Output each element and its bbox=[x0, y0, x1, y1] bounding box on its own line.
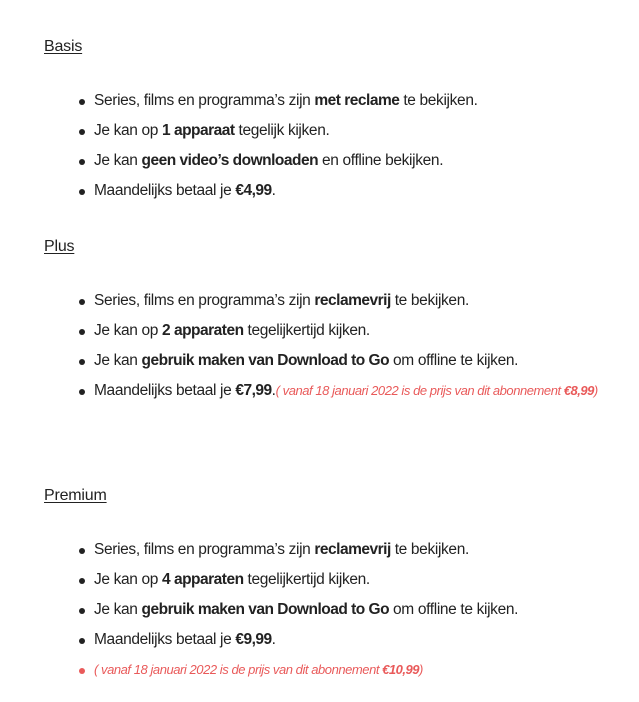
plan-title-basis: Basis bbox=[44, 38, 83, 55]
list-item: Maandelijks betaal je €4,99. bbox=[0, 181, 639, 211]
basis-feature-list bbox=[0, 91, 639, 211]
price-change-note: ( vanaf 18 januari 2022 is de prijs van dit abonnement €10,99) bbox=[0, 660, 639, 690]
list-item: Je kan gebruik maken van Download to Go om offline te kijken. bbox=[0, 600, 639, 630]
plan-title-plus: Plus bbox=[44, 238, 75, 255]
premium-feature-list bbox=[0, 540, 639, 690]
plan-title-premium: Premium bbox=[44, 487, 107, 504]
list-item: Je kan geen video’s downloaden en offline bekijken. bbox=[0, 151, 639, 181]
list-item: Je kan op 1 apparaat tegelijk kijken. bbox=[0, 121, 639, 151]
list-item: Series, films en programma’s zijn reclamevrij te bekijken. bbox=[0, 291, 639, 321]
list-item: Maandelijks betaal je €9,99. bbox=[0, 630, 639, 660]
list-item: Series, films en programma’s zijn met reclame te bekijken. bbox=[0, 91, 639, 121]
plus-feature-list bbox=[0, 291, 639, 411]
list-item: Je kan gebruik maken van Download to Go om offline te kijken. bbox=[0, 351, 639, 381]
list-item: Maandelijks betaal je €7,99.( vanaf 18 januari 2022 is de prijs van dit abonnement €8,99) bbox=[0, 381, 639, 411]
list-item: Series, films en programma’s zijn reclamevrij te bekijken. bbox=[0, 540, 639, 570]
list-item: Je kan op 2 apparaten tegelijkertijd kijken. bbox=[0, 321, 639, 351]
list-item: Je kan op 4 apparaten tegelijkertijd kijken. bbox=[0, 570, 639, 600]
price-change-note: ( vanaf 18 januari 2022 is de prijs van dit abonnement €8,99) bbox=[275, 383, 598, 398]
